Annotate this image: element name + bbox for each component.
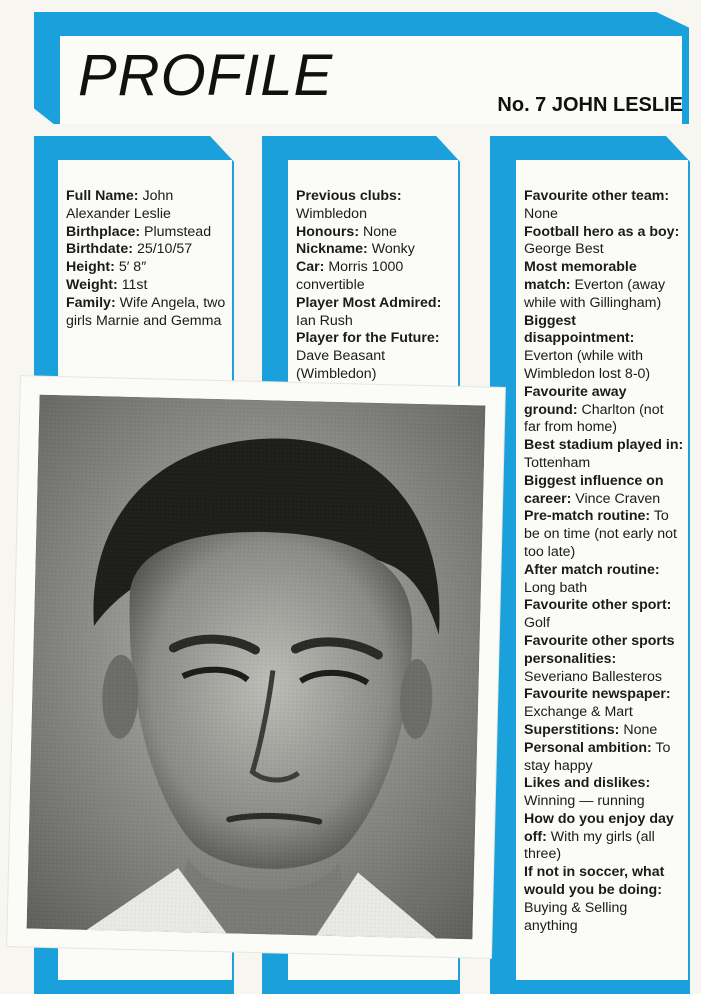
field-label: Most memorable match: [524,259,637,293]
field-label: Player Most Admired: [296,294,442,311]
profile-field [524,259,684,312]
field-value: Severiano Ballesteros [524,668,663,685]
field-value: Long bath [524,579,588,596]
field-label: Favourite away ground: [524,383,627,418]
profile-field [296,259,456,295]
profile-field [524,722,684,740]
field-label: Honours: [296,223,360,240]
field-label: Biggest disappointment: [524,312,635,347]
field-value: Everton (while with Wimbledon lost 8-0) [524,348,651,382]
field-label: Birthplace: [66,223,141,240]
field-label: Superstitions: [524,721,620,738]
profile-field [524,224,684,260]
field-value: Dave Beasant (Wimbledon) [296,348,386,382]
field-label: Biggest influence on career: [524,472,664,507]
field-value: Everton (away while with Gillingham) [524,276,666,311]
field-label: Full Name: [66,188,139,204]
profile-field [524,864,684,935]
field-value: 25/10/57 [133,241,193,258]
field-value: None [359,223,397,240]
field-label: Personal ambition: [524,739,652,756]
field-label: Birthdate: [66,241,133,258]
profile-field [66,188,226,224]
field-label: Favourite other team: [524,188,670,204]
field-value: Wonky [367,241,415,258]
profile-field [524,686,684,722]
player-name: No. 7 JOHN LESLIE [497,94,683,116]
field-value: With my girls (all three) [524,828,655,863]
field-value: Buying & Selling anything [524,899,628,934]
field-value: Exchange & Mart [524,704,633,721]
profile-field [524,508,684,561]
field-value: Wife Angela, two girls Marnie and Gemma [66,294,226,329]
field-label: Player for the Future: [296,330,440,347]
profile-field [524,562,684,598]
column1-text [66,188,226,330]
photo-card [7,376,505,958]
field-value: Winning — running [524,793,645,810]
field-label: Previous clubs: [296,188,402,204]
profile-field [524,775,684,811]
field-value: Golf [524,615,551,632]
profile-field [66,259,226,277]
field-value: Wimbledon [296,205,367,222]
profile-field [524,473,684,509]
field-label: If not in soccer, what would you be doing: [524,864,665,899]
field-value: None [619,721,658,738]
profile-field [296,224,456,242]
field-label: Football hero as a boy: [524,223,680,240]
field-label: Weight: [66,276,118,293]
profile-field [524,633,684,686]
field-value: 11st [117,276,148,293]
field-value: Tottenham [524,454,591,471]
field-label: Favourite other sport: [524,597,672,614]
profile-field [296,330,456,383]
field-value: Charlton (not far from home) [524,401,664,436]
profile-field [524,188,684,224]
profile-field [524,740,684,776]
profile-field [296,188,456,224]
portrait-photo [27,395,486,940]
column3-text [524,188,684,935]
field-value: To be on time (not early not too late) [524,508,677,560]
field-value: 5′ 8″ [114,259,147,276]
profile-field [524,384,684,437]
field-label: Nickname: [296,241,368,258]
field-value: George Best [524,241,604,258]
profile-field [524,597,684,633]
field-label: After match routine: [524,561,660,578]
profile-field [66,277,226,295]
field-value: Vince Craven [571,490,661,507]
field-label: Favourite other sports personalities: [524,632,675,667]
field-value: John Alexander Leslie [66,188,174,222]
profile-field [524,313,684,384]
field-value: Morris 1000 convertible [296,259,404,293]
field-value: To stay happy [524,739,671,774]
profile-field [66,241,226,259]
field-label: How do you enjoy day off: [524,810,674,845]
field-label: Family: [66,294,116,311]
profile-field [524,437,684,473]
profile-field [296,295,456,331]
field-label: Car: [296,259,325,276]
profile-field [66,295,226,331]
field-label: Likes and dislikes: [524,775,651,792]
profile-field [524,811,684,864]
field-label: Favourite newspaper: [524,686,671,703]
field-label: Pre-match routine: [524,508,651,525]
field-value: Plumstead [140,223,212,240]
field-value: None [524,205,558,222]
field-label: Best stadium played in: [524,437,684,454]
column2-text [296,188,456,384]
profile-field [66,224,226,242]
page-title: PROFILE [78,43,334,108]
field-value: Ian Rush [296,312,353,329]
field-label: Height: [66,259,115,276]
profile-field [296,241,456,259]
